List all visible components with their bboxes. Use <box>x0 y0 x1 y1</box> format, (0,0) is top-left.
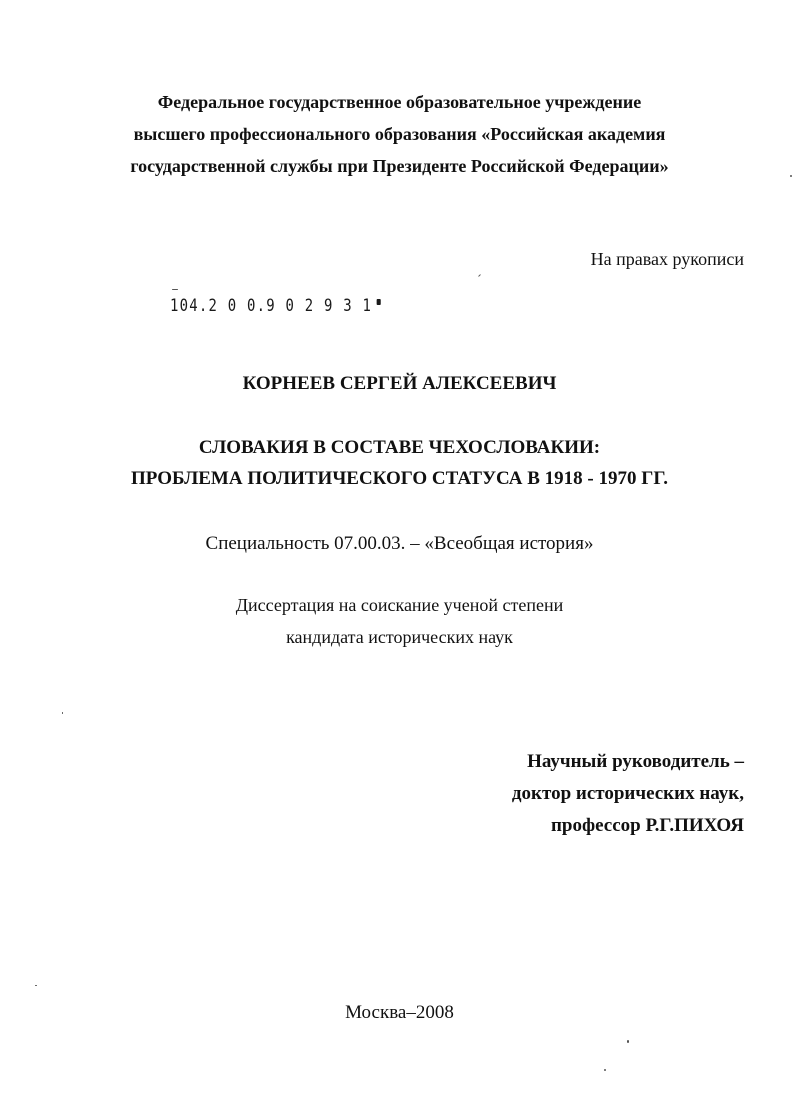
scan-speck <box>62 712 63 714</box>
scan-speck <box>172 289 178 290</box>
institution-line-1: Федеральное государственное образовательное учреждение <box>157 92 642 112</box>
rights-note: На правах рукописи <box>590 249 744 269</box>
city-year: Москва–2008 <box>345 1002 454 1023</box>
stamp-mark-icon <box>377 299 381 305</box>
scan-speck <box>478 274 481 277</box>
specialty: Специальность 07.00.03. – «Всеобщая история» <box>205 533 594 554</box>
supervisor-line-3: профессор Р.Г.ПИХОЯ <box>550 815 744 836</box>
degree-line-2: кандидата исторических наук <box>286 627 513 647</box>
scan-speck <box>604 1069 606 1071</box>
author-name: КОРНЕЕВ СЕРГЕЙ АЛЕКСЕЕВИЧ <box>242 373 557 394</box>
scan-speck <box>35 985 37 986</box>
thesis-title-line-2: ПРОБЛЕМА ПОЛИТИЧЕСКОГО СТАТУСА В 1918 - 1970 ГГ. <box>130 468 669 489</box>
institution-line-3: государственной службы при Президенте Российской Федерации» <box>130 156 669 176</box>
scan-speck <box>627 1040 629 1043</box>
degree-line-1: Диссертация на соискание ученой степени <box>235 595 564 615</box>
catalog-stamp <box>170 296 381 316</box>
scan-speck <box>790 175 792 177</box>
thesis-title-line-1: СЛОВАКИЯ В СОСТАВЕ ЧЕХОСЛОВАКИИ: <box>198 437 601 458</box>
supervisor-line-1: Научный руководитель – <box>527 751 744 772</box>
institution-line-2: высшего профессионального образования «Российская академия <box>133 124 666 144</box>
catalog-stamp-number: 104.2 0 0.9 0 2 9 3 1 <box>170 296 373 316</box>
supervisor-line-2: доктор исторических наук, <box>511 783 744 804</box>
